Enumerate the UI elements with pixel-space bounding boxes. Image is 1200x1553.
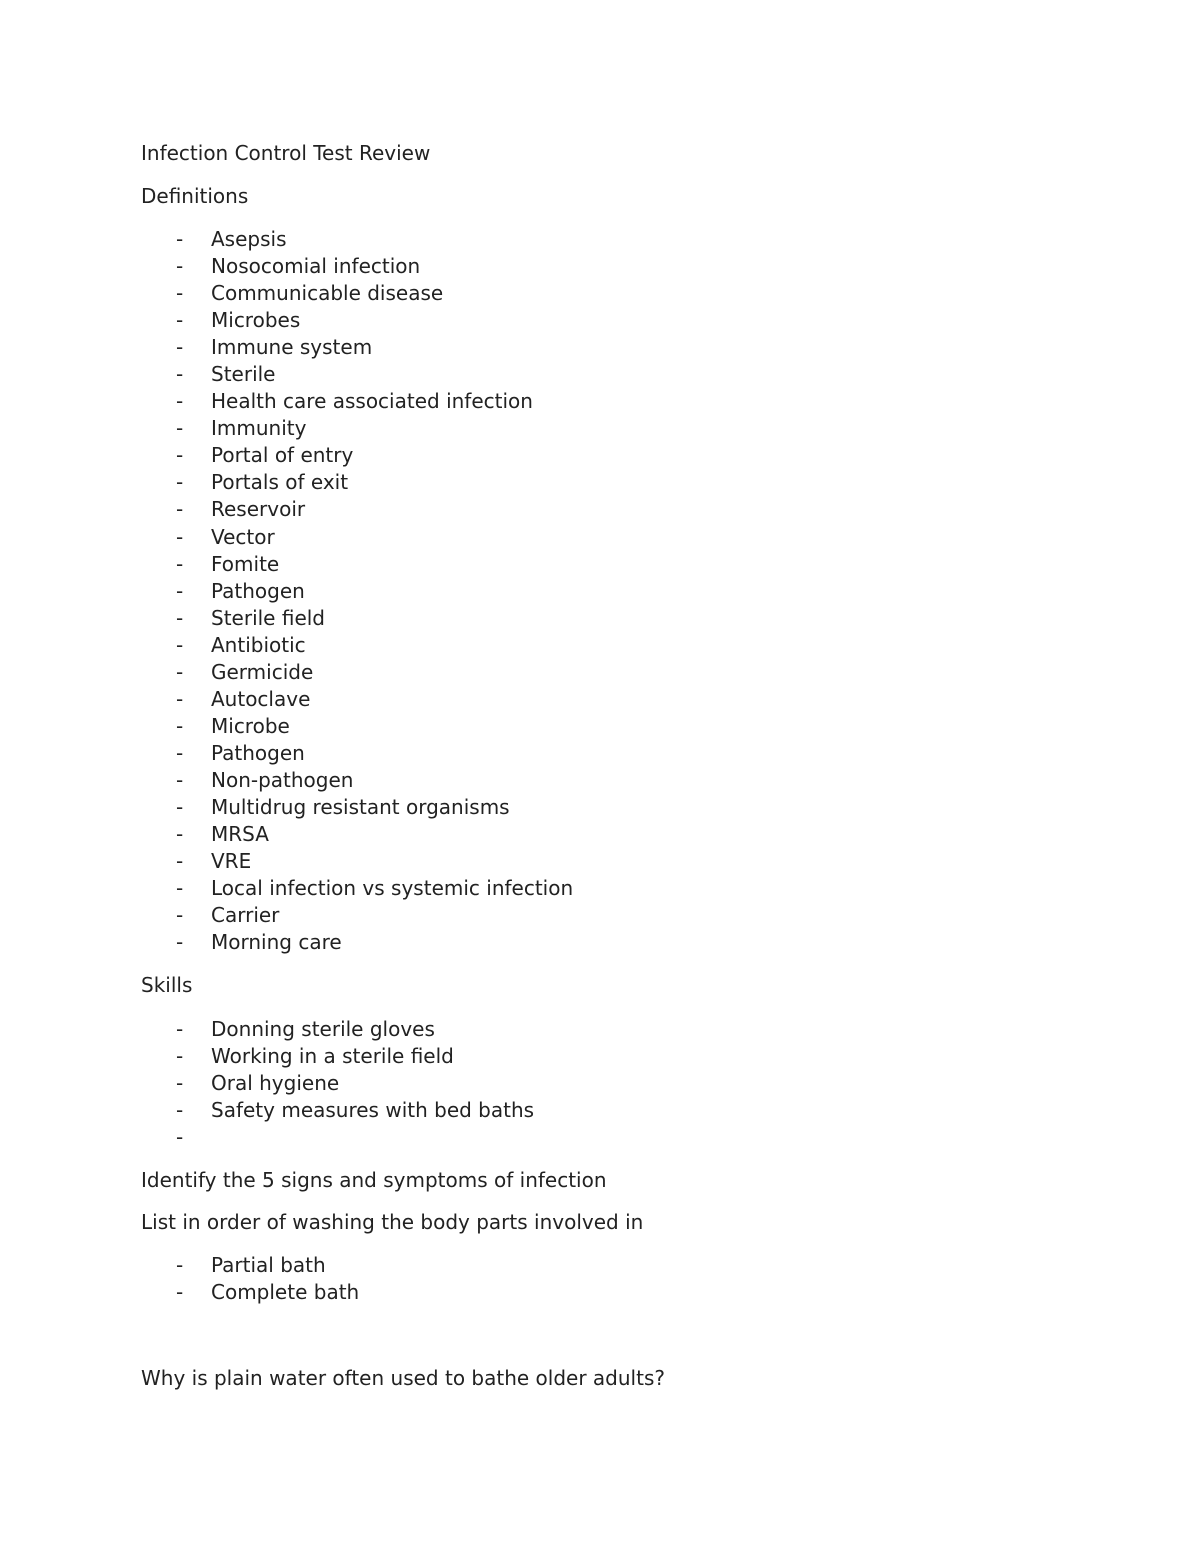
document-title: Infection Control Test Review [141, 141, 431, 165]
definitions-heading: Definitions [141, 184, 249, 208]
question-signs: Identify the 5 signs and symptoms of infection [141, 1168, 607, 1192]
question-water: Why is plain water often used to bathe older adults? [141, 1366, 665, 1390]
document-page: Infection Control Test Review Definitions - Asepsis - Nosocomial infection - Communicable disease - Microbes - Immune system - Sterile - Health care associated infection - Immunity - Portal of entry - Portals of exit - Reservoir - Vector - Fomite - Pathogen - Sterile field - Antibiotic - Germicide - Autoclave - Microbe - Pathogen - Non-pathogen - Multidrug resistant organisms - MRSA - VRE - Local infection vs systemic infection - Carrier - Morning care Skills - Donning sterile gloves - Working in a sterile field - Oral hygiene - Safety measures with bed baths - Identify the 5 signs and symptoms of infection List in order of washing the body parts involved in - Partial bath - Complete bath Why is plain water often used to bathe older adults? [141, 141, 665, 1390]
question-washing: List in order of washing the body parts involved in [141, 1210, 644, 1234]
skills-heading: Skills [141, 973, 193, 997]
